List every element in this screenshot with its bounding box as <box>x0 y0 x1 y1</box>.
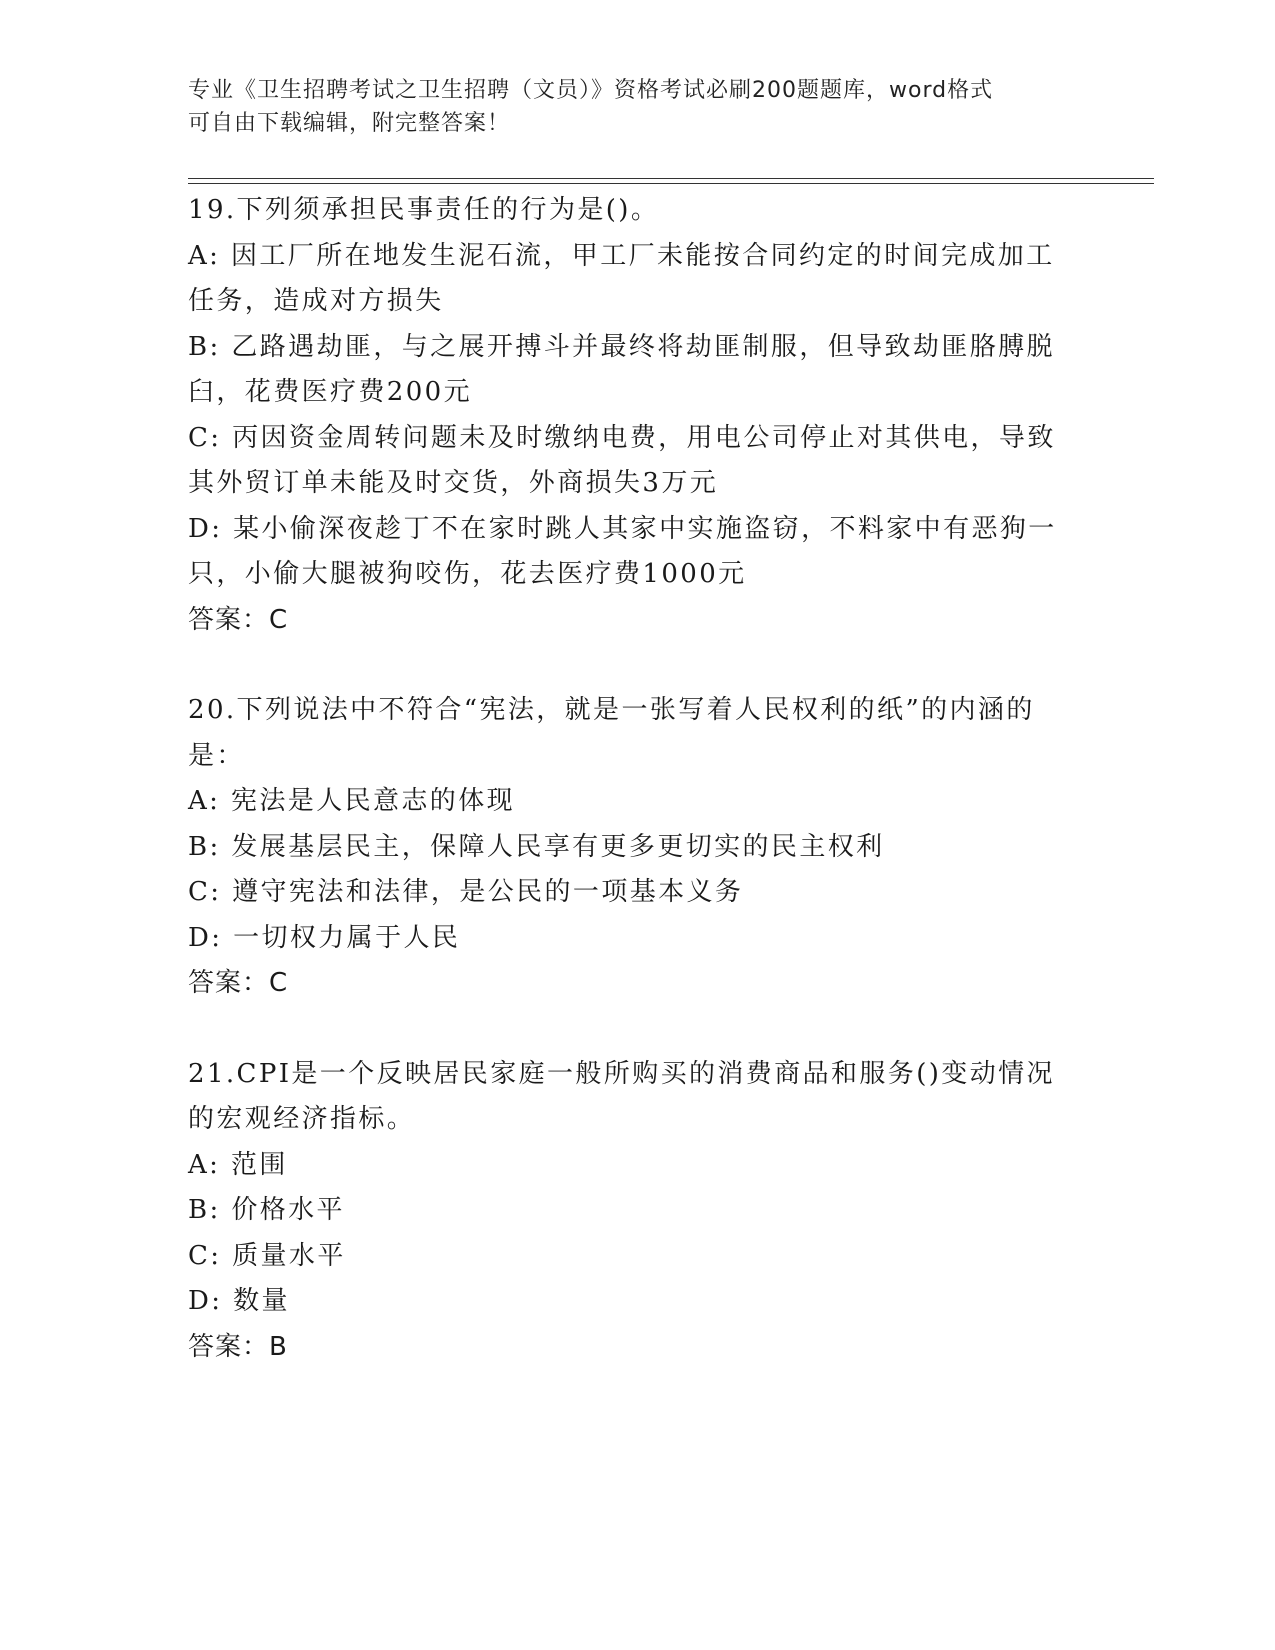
option-a: A: 范围 <box>188 1149 288 1180</box>
option-b-cont: 臼，花费医疗费200元 <box>188 377 473 407</box>
spacer <box>188 1007 1088 1052</box>
option-c-cont: 其外贸订单未能及时交货，外商损失3万元 <box>188 468 719 498</box>
spacer <box>188 643 1088 688</box>
option-c: C: 丙因资金周转问题未及时缴纳电费，用电公司停止对其供电，导致 <box>188 422 1056 453</box>
option-b: B: 发展基层民主，保障人民享有更多更切实的民主权利 <box>188 831 885 862</box>
question-list <box>188 188 1088 1370</box>
option-d: D: 某小偷深夜趁丁不在家时跳人其家中实施盗窃，不料家中有恶狗一 <box>188 513 1057 544</box>
question-21 <box>188 1052 1088 1371</box>
question-stem: 21.CPI是一个反映居民家庭一般所购买的消费商品和服务()变动情况 <box>188 1058 1055 1089</box>
question-20 <box>188 688 1088 1007</box>
header-rule-bottom <box>188 183 1154 184</box>
option-d: D: 数量 <box>188 1286 290 1316</box>
option-b: B: 价格水平 <box>188 1195 345 1225</box>
answer: 答案：C <box>188 604 289 635</box>
question-stem: 19.下列须承担民事责任的行为是()。 <box>188 195 660 225</box>
answer: 答案：C <box>188 968 289 998</box>
question-stem-cont: 的宏观经济指标。 <box>188 1104 416 1134</box>
option-c: C: 遵守宪法和法律，是公民的一项基本义务 <box>188 877 744 907</box>
question-19 <box>188 188 1088 643</box>
document-header <box>188 74 1068 140</box>
header-line-1: 专业《卫生招聘考试之卫生招聘（文员）》资格考试必刷200题题库，word格式 <box>188 78 994 103</box>
option-a: A: 宪法是人民意志的体现 <box>188 786 516 816</box>
option-c: C: 质量水平 <box>188 1240 346 1271</box>
header-rule-top <box>188 178 1154 179</box>
option-a: A: 因工厂所在地发生泥石流，甲工厂未能按合同约定的时间完成加工 <box>188 240 1055 271</box>
option-d-cont: 只，小偷大腿被狗咬伤，花去医疗费1000元 <box>188 559 747 589</box>
question-stem-cont: 是： <box>188 740 245 771</box>
answer: 答案：B <box>188 1331 288 1362</box>
header-line-2: 可自由下载编辑，附完整答案！ <box>188 111 511 136</box>
option-a-cont: 任务，造成对方损失 <box>188 286 444 316</box>
option-d: D: 一切权力属于人民 <box>188 922 461 953</box>
option-b: B: 乙路遇劫匪，与之展开搏斗并最终将劫匪制服，但导致劫匪胳膊脱 <box>188 331 1055 362</box>
question-stem: 20.下列说法中不符合“宪法，就是一张写着人民权利的纸”的内涵的 <box>188 695 1035 725</box>
